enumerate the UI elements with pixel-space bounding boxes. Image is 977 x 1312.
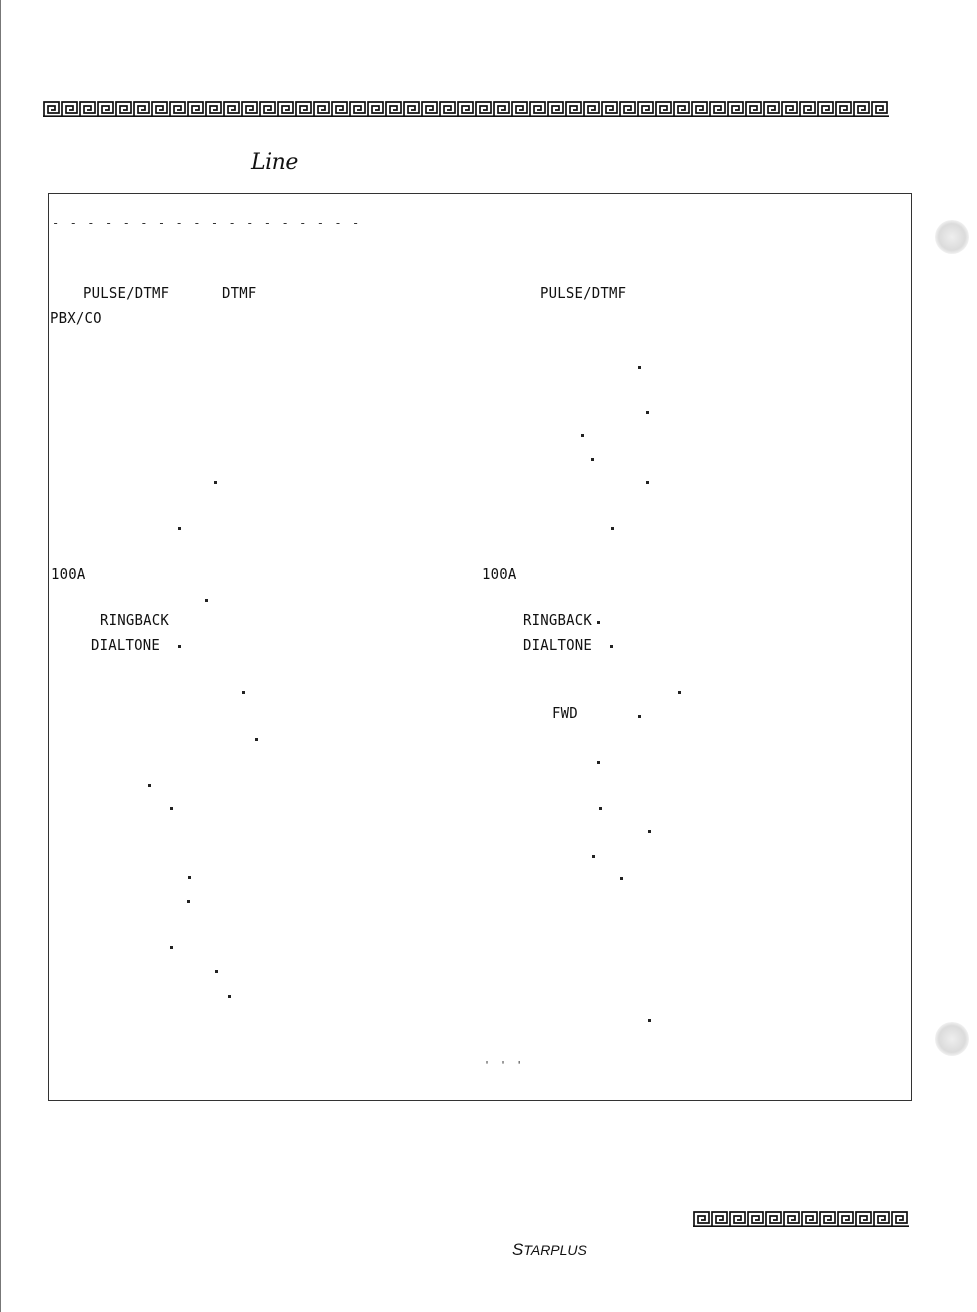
right-dialtone-label: DIALTONE (523, 637, 593, 655)
left-ringback-label: RINGBACK (100, 612, 170, 630)
leader-dot (205, 599, 208, 602)
greek-key-unit (277, 101, 295, 117)
greek-key-unit (43, 101, 61, 117)
greek-key-unit (799, 101, 817, 117)
greek-key-unit (819, 1211, 837, 1227)
leader-dot (597, 761, 600, 764)
left-pulse-dtmf-label: PULSE/DTMF (83, 285, 170, 303)
leader-dot (228, 995, 231, 998)
greek-key-unit (835, 101, 853, 117)
right-code-label: 100A (482, 566, 517, 584)
section-heading: Line (251, 150, 298, 175)
greek-key-unit (855, 1211, 873, 1227)
greek-key-unit (765, 1211, 783, 1227)
leader-dot (581, 434, 584, 437)
left-dtmf-label: DTMF (222, 285, 257, 303)
left-pbx-co-label: PBX/CO (50, 310, 102, 328)
greek-key-unit (205, 101, 223, 117)
greek-key-unit (97, 101, 115, 117)
left-dialtone-label: DIALTONE (91, 637, 161, 655)
binder-hole-bottom (935, 1022, 969, 1056)
leader-dot (620, 877, 623, 880)
right-fwd-label: FWD (552, 705, 578, 723)
greek-key-unit (709, 101, 727, 117)
greek-key-unit (817, 101, 835, 117)
leader-dot (187, 900, 190, 903)
greek-key-unit (601, 101, 619, 117)
greek-key-unit (331, 101, 349, 117)
greek-key-unit (655, 101, 673, 117)
leader-dot (170, 946, 173, 949)
leader-dot (648, 1019, 651, 1022)
greek-key-unit (781, 101, 799, 117)
greek-key-unit (727, 101, 745, 117)
leader-dot (678, 691, 681, 694)
greek-key-unit (403, 101, 421, 117)
greek-key-unit (349, 101, 367, 117)
dash-row: - - - - - - - - - - - - - - - - - - (52, 216, 361, 230)
greek-key-unit (747, 1211, 765, 1227)
greek-key-unit (151, 101, 169, 117)
leader-dot (599, 807, 602, 810)
greek-key-unit (61, 101, 79, 117)
greek-key-unit (783, 1211, 801, 1227)
leader-dot (638, 366, 641, 369)
footer-brand-rest: TARPLUS (523, 1242, 587, 1258)
greek-key-unit (547, 101, 565, 117)
leader-dot (638, 715, 641, 718)
greek-key-border-top (43, 101, 905, 117)
greek-key-border-bottom (693, 1211, 911, 1227)
greek-key-unit (673, 101, 691, 117)
page-edge-rule (0, 0, 1, 1312)
greek-key-unit (367, 101, 385, 117)
greek-key-unit (583, 101, 601, 117)
greek-key-unit (873, 1211, 891, 1227)
greek-key-unit (115, 101, 133, 117)
greek-key-unit (565, 101, 583, 117)
greek-key-unit (511, 101, 529, 117)
greek-key-unit (475, 101, 493, 117)
greek-key-unit (729, 1211, 747, 1227)
leader-dot (646, 481, 649, 484)
left-code-label: 100A (51, 566, 86, 584)
right-ellipsis: ' ' ' (484, 1060, 525, 1071)
footer-brand-initial: S (512, 1240, 524, 1259)
greek-key-unit (421, 101, 439, 117)
right-pulse-dtmf-label: PULSE/DTMF (540, 285, 627, 303)
greek-key-unit (691, 101, 709, 117)
greek-key-unit (241, 101, 259, 117)
leader-dot (170, 807, 173, 810)
leader-dot (214, 481, 217, 484)
greek-key-unit (745, 101, 763, 117)
greek-key-unit (711, 1211, 729, 1227)
greek-key-unit (763, 101, 781, 117)
leader-dot (255, 738, 258, 741)
leader-dot (591, 458, 594, 461)
greek-key-unit (457, 101, 475, 117)
greek-key-unit (223, 101, 241, 117)
leader-dot (611, 527, 614, 530)
greek-key-unit (837, 1211, 855, 1227)
greek-key-unit (313, 101, 331, 117)
greek-key-unit (801, 1211, 819, 1227)
leader-dot (178, 645, 181, 648)
footer-brand (512, 1240, 587, 1260)
leader-dot (646, 411, 649, 414)
greek-key-unit (529, 101, 547, 117)
greek-key-unit (891, 1211, 909, 1227)
greek-key-unit (637, 101, 655, 117)
leader-dot (188, 876, 191, 879)
leader-dot (148, 784, 151, 787)
binder-hole-top (935, 220, 969, 254)
greek-key-unit (79, 101, 97, 117)
greek-key-unit (853, 101, 871, 117)
greek-key-unit (295, 101, 313, 117)
leader-dot (610, 645, 613, 648)
leader-dot (592, 855, 595, 858)
greek-key-unit (133, 101, 151, 117)
greek-key-unit (493, 101, 511, 117)
greek-key-unit (619, 101, 637, 117)
greek-key-unit (187, 101, 205, 117)
greek-key-unit (693, 1211, 711, 1227)
leader-dot (178, 527, 181, 530)
right-ringback-label: RINGBACK (523, 612, 593, 630)
greek-key-unit (871, 101, 889, 117)
greek-key-unit (259, 101, 277, 117)
leader-dot (648, 830, 651, 833)
greek-key-unit (439, 101, 457, 117)
leader-dot (597, 621, 600, 624)
leader-dot (215, 970, 218, 973)
greek-key-unit (169, 101, 187, 117)
greek-key-unit (385, 101, 403, 117)
leader-dot (242, 691, 245, 694)
